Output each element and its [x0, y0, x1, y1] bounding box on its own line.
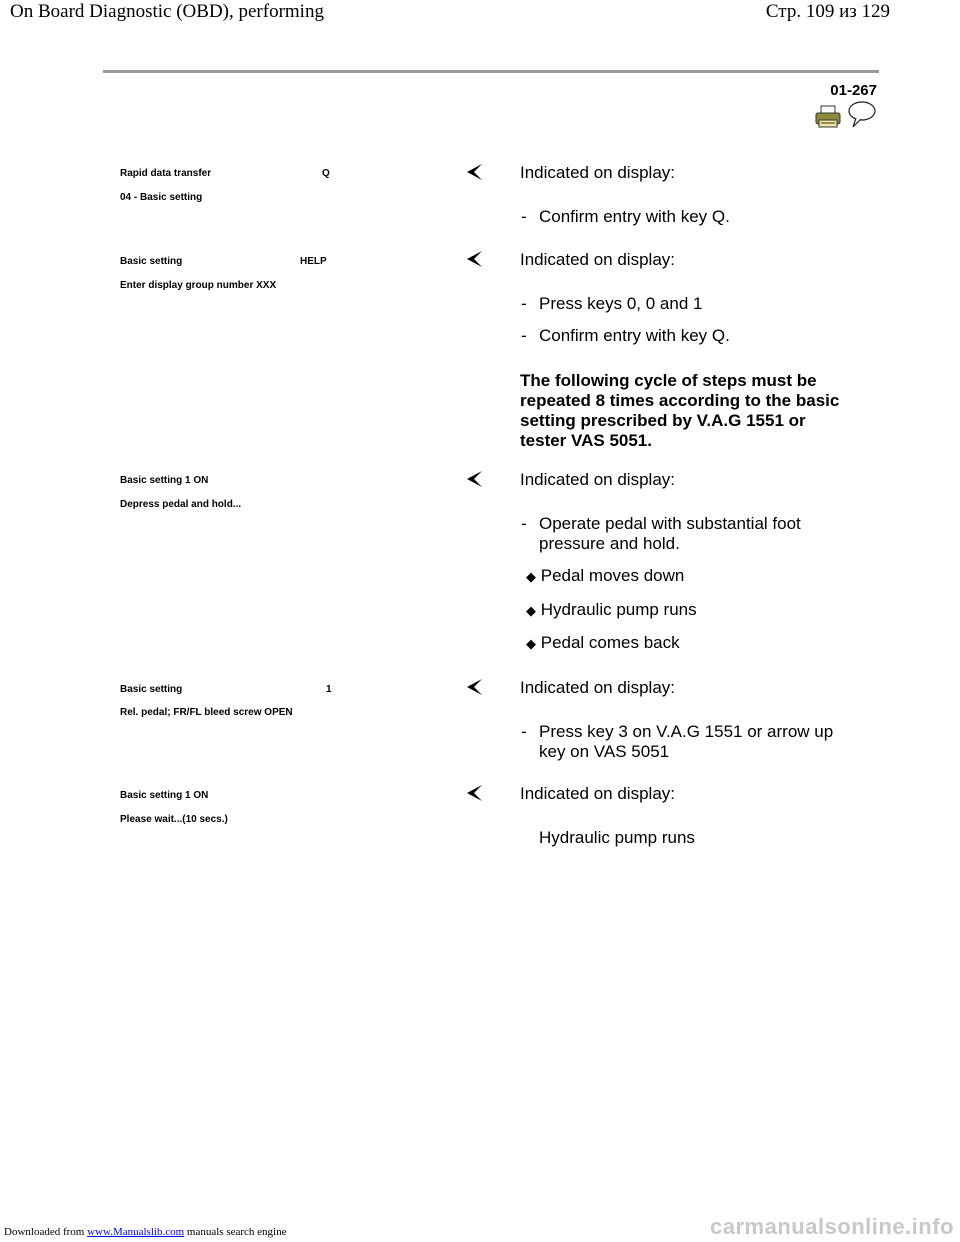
display-line2: Please wait...(10 secs.): [120, 814, 228, 825]
arrow-left-icon: [465, 249, 485, 269]
indicated-label: Indicated on display:: [520, 784, 675, 803]
display-line2: Rel. pedal; FR/FL bleed screw OPEN: [120, 707, 293, 718]
bullet-item: ◆ Pedal comes back: [526, 633, 680, 652]
diamond-bullet-icon: ◆: [526, 603, 536, 618]
page-counter: Стр. 109 из 129: [765, 1, 890, 22]
display-line1-left: Basic setting 1 ON: [120, 790, 209, 801]
display-line1-right: 1: [326, 684, 332, 695]
display-line1-left: Rapid data transfer: [120, 168, 212, 179]
arrow-left-icon: [465, 162, 485, 182]
display-line1-left: Basic setting: [120, 256, 183, 267]
display-line1-right: Q: [322, 168, 330, 179]
step-item: - Press keys 0, 0 and 1: [521, 294, 703, 313]
step-item: - Confirm entry with key Q.: [521, 326, 730, 345]
arrow-left-icon: [465, 469, 485, 489]
footer: Downloaded from www.Manualslib.com manuals search engine: [4, 1226, 287, 1238]
watermark: carmanualsonline.info: [710, 1214, 954, 1239]
step-item: - Confirm entry with key Q.: [521, 207, 730, 226]
step-item: - Operate pedal with substantial foot pressure and hold.: [521, 514, 801, 553]
cycle-note: The following cycle of steps must be repeated 8 times according to the basic setting prescribed by V.A.G 1551 or tester VAS 5051.: [520, 371, 840, 450]
indicated-label: Indicated on display:: [520, 678, 675, 697]
display-line1-left: Basic setting 1 ON: [120, 475, 209, 486]
display-line1-right: HELP: [300, 256, 327, 267]
diamond-bullet-icon: ◆: [526, 569, 536, 584]
arrow-left-icon: [465, 783, 485, 803]
bullet-item: ◆ Pedal moves down: [526, 566, 685, 585]
indicated-label: Indicated on display:: [520, 250, 675, 269]
printer-icon[interactable]: [815, 105, 841, 129]
display-line2: 04 - Basic setting: [120, 192, 203, 203]
arrow-left-icon: [465, 677, 485, 697]
display-line2: Enter display group number XXX: [120, 280, 277, 291]
bullet-item: ◆ Hydraulic pump runs: [526, 600, 697, 619]
status-text: Hydraulic pump runs: [539, 828, 695, 847]
speech-bubble-icon[interactable]: [847, 100, 877, 130]
step-item: - Press key 3 on V.A.G 1551 or arrow up key on VAS 5051: [521, 722, 834, 761]
display-line1-left: Basic setting: [120, 684, 183, 695]
manualslib-link[interactable]: www.Manualslib.com: [87, 1226, 185, 1238]
display-line2: Depress pedal and hold...: [120, 499, 242, 510]
indicated-label: Indicated on display:: [520, 470, 675, 489]
document-title: On Board Diagnostic (OBD), performing: [10, 1, 324, 22]
page-number: 01-267: [830, 82, 877, 99]
indicated-label: Indicated on display:: [520, 163, 675, 182]
header-rule: [103, 70, 879, 73]
diamond-bullet-icon: ◆: [526, 636, 536, 651]
